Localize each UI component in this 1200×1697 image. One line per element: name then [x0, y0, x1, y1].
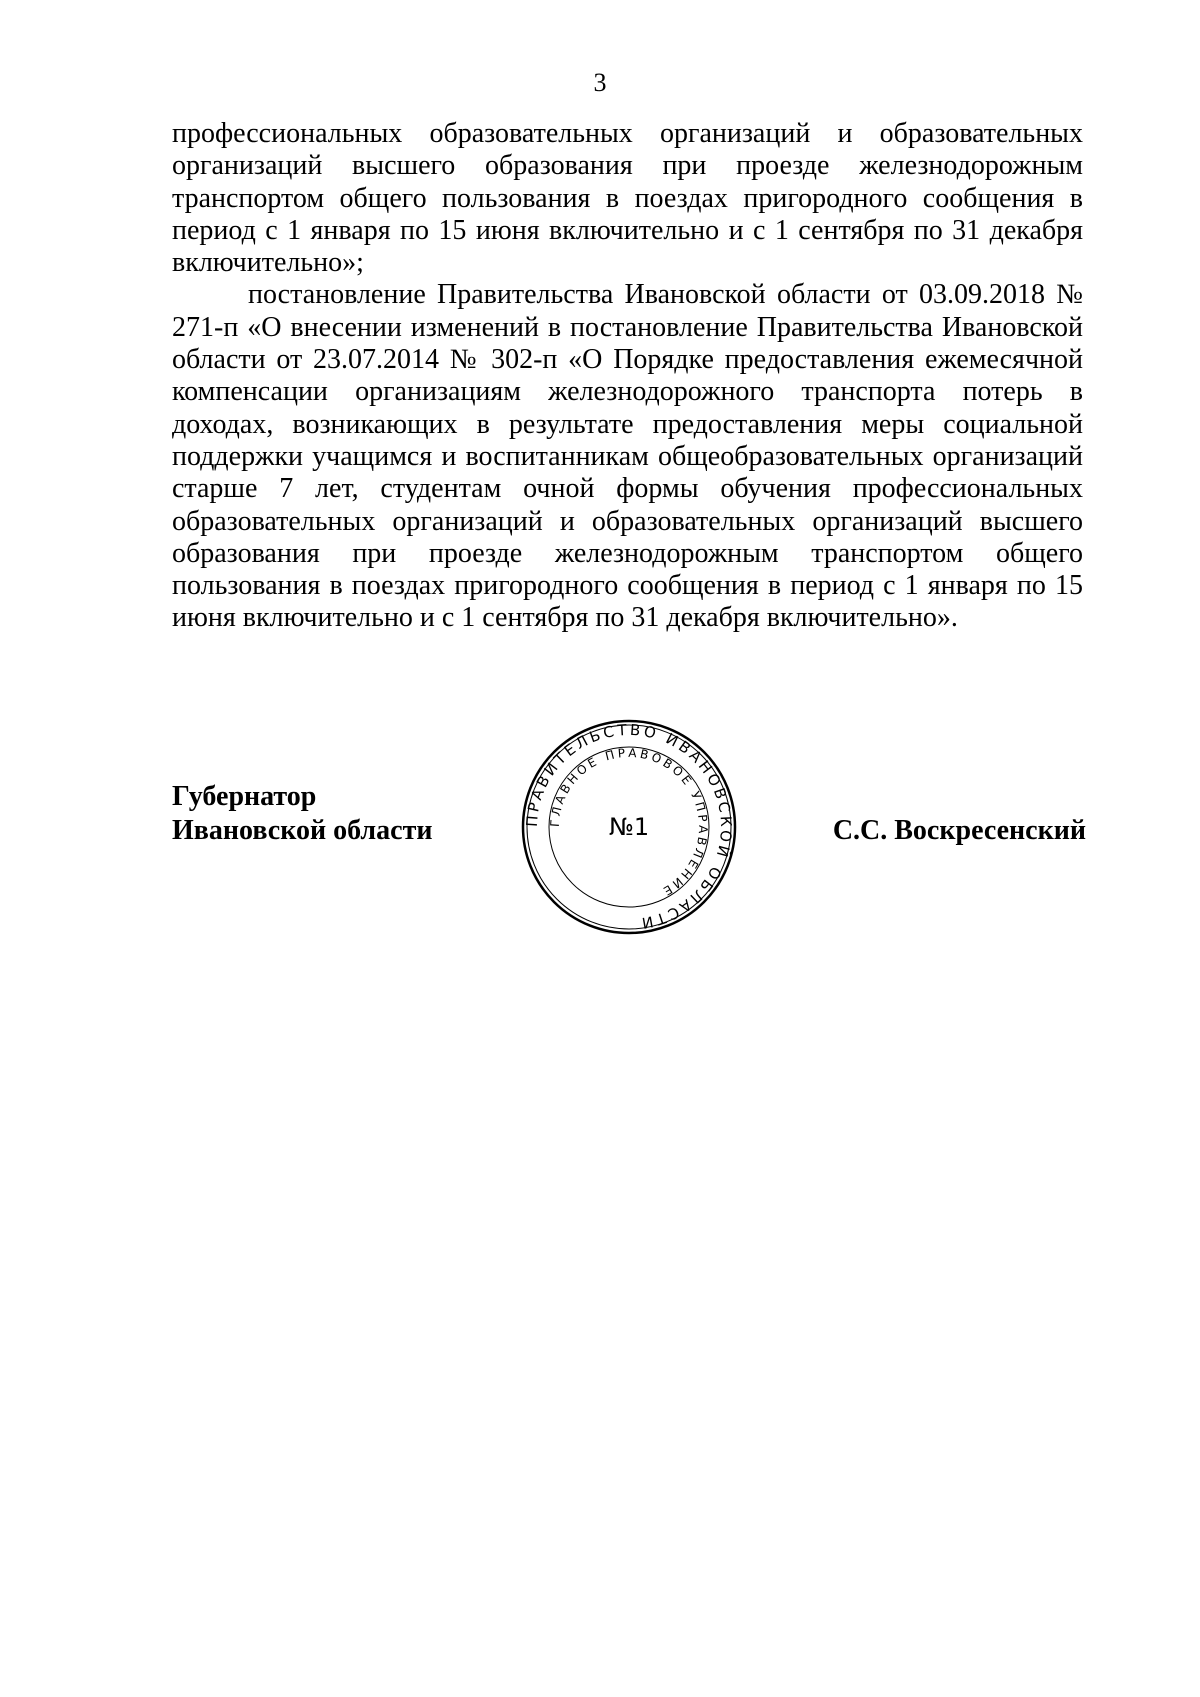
page-number: 3 [593, 68, 607, 97]
paragraph-continuation: профессиональных образовательных организаций и образовательных организаций высшего образования при проезде железнодорожным транспортом общего пользования в поездах пригородного сообщения в период с 1 января по 15 июня включительно и с 1 сентября по 31 декабря включительно»; [172, 118, 1083, 279]
signatory-title [172, 780, 432, 848]
signatory-title-line-2: Ивановской области [172, 815, 433, 846]
paragraph-resolution: постановление Правительства Ивановской области от 03.09.2018 № 271-п «О внесении изменений в постановление Правительства Ивановской области от 23.07.2014 № 302-п «О Порядке предоставления ежемесячной компенсации организациям железнодорожного транспорта потерь в доходах, возникающих в результате предоставления меры социальной поддержки учащимся и воспитанникам общеобразовательных организаций старше 7 лет, студентам очной формы обучения профессиональных образовательных организаций и образовательных организаций высшего образования при проезде железнодорожным транспортом общего пользования в поездах пригородного сообщения в период с 1 января по 15 июня включительно и с 1 сентября по 31 декабря включительно». [172, 279, 1083, 634]
signatory-title-line-1: Губернатор [172, 781, 317, 812]
signatory-name: С.С. Воскресенский [832, 815, 1086, 846]
official-stamp [519, 717, 739, 937]
stamp-outer-text: ПРАВИТЕЛЬСТВО ИВАНОВСКОЙ ОБЛАСТИ [522, 720, 736, 933]
stamp-seal-graphic [519, 717, 739, 937]
stamp-inner-text: ГЛАВНОЕ ПРАВОВОЕ УПРАВЛЕНИЕ [547, 745, 711, 900]
document-body [172, 118, 1083, 635]
stamp-center-number: №1 [608, 813, 650, 841]
